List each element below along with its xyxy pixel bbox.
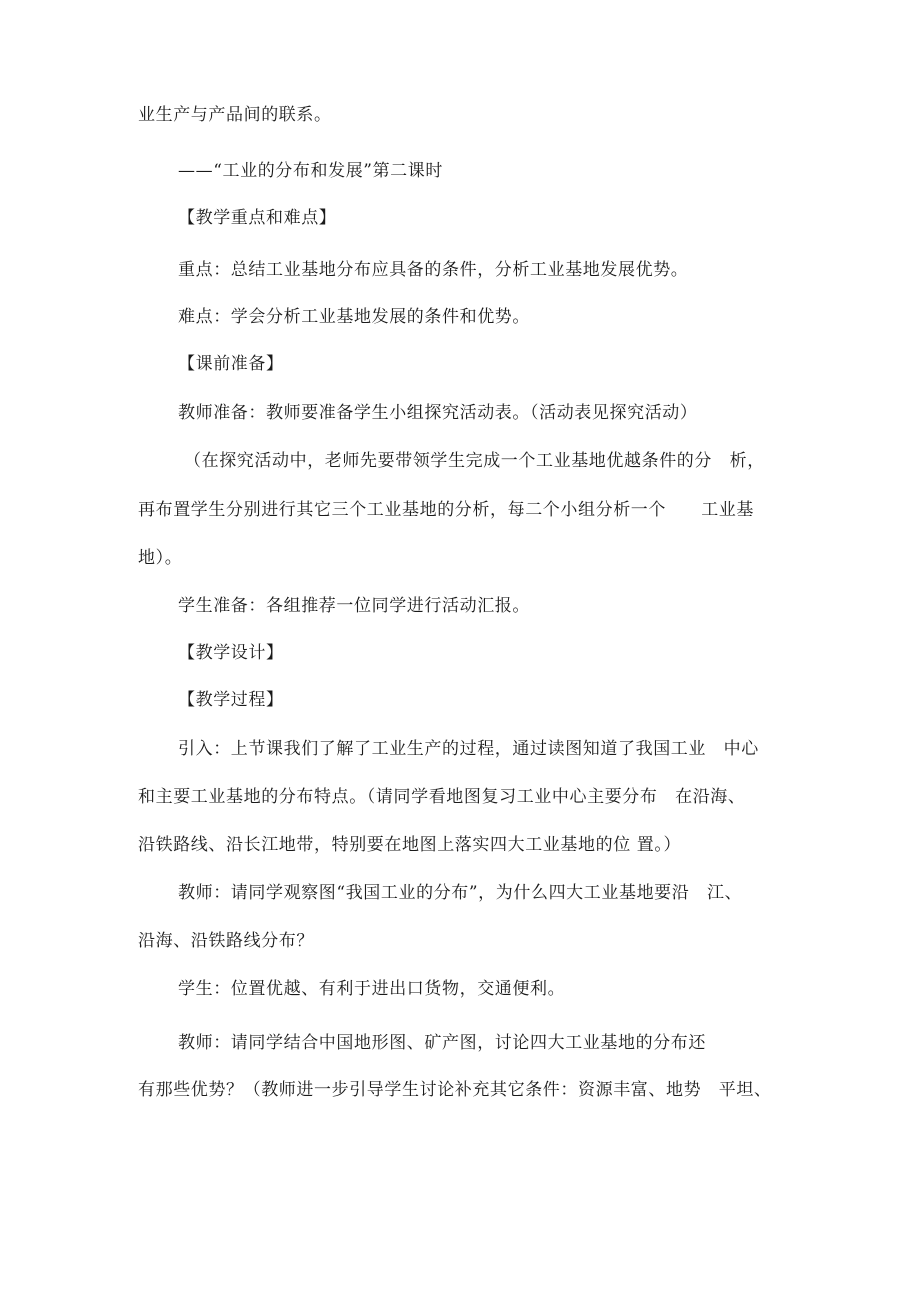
text-line: 再布置学生分别进行其它三个工业基地的分析，每二个小组分析一个 工业基 [138,500,754,520]
section-heading: 【教学重点和难点】 [178,208,337,228]
text-line: 和主要工业基地的分布特点。（请同学看地图复习工业中心主要分布 在沿海、 [138,787,746,807]
text-line: 有那些优势？（教师进一步引导学生讨论补充其它条件：资源丰富、地势 平坦、 [138,1080,772,1100]
text-line: 沿海、沿铁路线分布？ [138,931,314,951]
text-line: 重点：总结工业基地分布应具备的条件，分析工业基地发展优势。 [178,260,689,280]
section-subtitle: ——“工业的分布和发展”第二课时 [178,161,443,181]
text-line: 学生准备：各组推荐一位同学进行活动汇报。 [178,596,530,616]
text-line: 学生：位置优越、有利于进出口货物，交通便利。 [178,979,566,999]
section-heading: 【教学过程】 [178,690,284,710]
section-heading: 【课前准备】 [178,354,284,374]
text-line: 难点：学会分析工业基地发展的条件和优势。 [178,307,530,327]
text-line: 沿铁路线、沿长江地带，特别要在地图上落实四大工业基地的位 置。） [138,835,682,855]
text-line: 教师准备：教师要准备学生小组探究活动表。（活动表见探究活动） [178,403,698,423]
text-line: （在探究活动中，老师先要带领学生完成一个工业基地优越条件的分 析， [184,451,765,471]
text-line: 教师：请同学观察图“我国工业的分布”，为什么四大工业基地要沿 江、 [178,883,743,903]
text-line: 教师：请同学结合中国地形图、矿产图，讨论四大工业基地的分布还 [178,1033,706,1053]
text-line: 业生产与产品间的联系。 [138,105,332,125]
text-line: 引入：上节课我们了解了工业生产的过程，通过读图知道了我国工业 中心 [178,739,759,759]
section-heading: 【教学设计】 [178,643,284,663]
text-line: 地）。 [138,548,183,568]
